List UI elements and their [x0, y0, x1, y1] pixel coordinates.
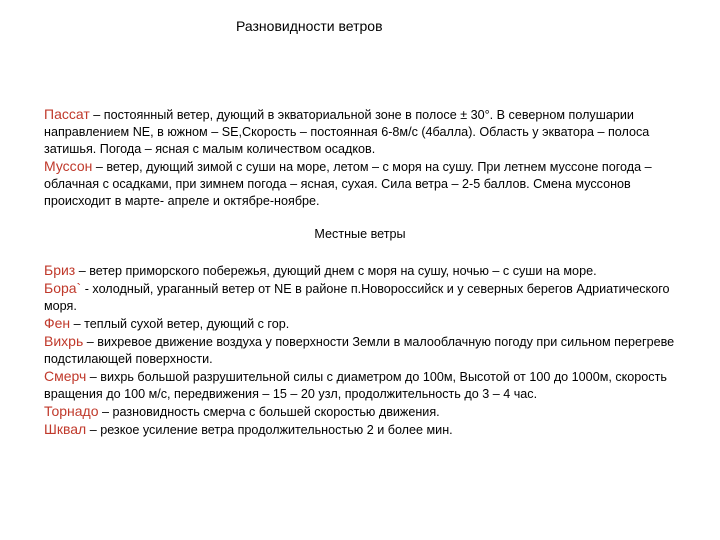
term-briz: Бриз: [44, 262, 76, 278]
definition-tornado: [44, 403, 684, 421]
term-fen: Фен: [44, 315, 71, 331]
definition-text: – теплый сухой ветер, дующий с гор.: [70, 317, 290, 331]
local-winds-section: [44, 262, 684, 439]
definition-text: – вихрь большой разрушительной силы с диаметром до 100м, Высотой от 100 до 1000м, скорость вращения до 100 м/с, передвижения – 15 – 20 узл, продолжительность до 3 – 4 час.: [44, 370, 667, 401]
page-title: Разновидности ветров: [236, 18, 383, 34]
definition-musson: [44, 158, 684, 210]
definition-shkval: [44, 421, 684, 439]
definition-vikhr: [44, 333, 684, 368]
term-smerch: Смерч: [44, 368, 87, 384]
definition-text: – постоянный ветер, дующий в экваториальной зоне в полосе ± 30°. В северном полушарии направлением NE, в южном – SE,Скорость – постоянная 6-8м/с (4балла). Область у экватора – полоса затишья. Погода – ясная с малым количеством осадков.: [44, 108, 650, 156]
definition-text: – разновидность смерча с большей скоростью движения.: [98, 405, 440, 419]
term-bora: Бора`: [44, 280, 82, 296]
term-tornado: Торнадо: [44, 403, 99, 419]
term-musson: Муссон: [44, 158, 93, 174]
definition-text: – резкое усиление ветра продолжительностью 2 и более мин.: [86, 423, 453, 437]
definition-text: – ветер, дующий зимой с суши на море, летом – с моря на сушу. При летнем муссоне погода – облачная с осадками, при зимнем погода – ясная, сухая. Сила ветра – 2-5 баллов. Смена муссонов происходит в марте- апреле и октябре-ноябре.: [44, 160, 652, 208]
definition-text: – ветер приморского побережья, дующий днем с моря на сушу, ночью – с суши на море.: [75, 264, 597, 278]
definition-passat: [44, 106, 684, 158]
definition-text: - холодный, ураганный ветер от NE в районе п.Новороссийск и у северных берегов Адриатического моря.: [44, 282, 670, 313]
term-passat: Пассат: [44, 106, 90, 122]
section-subtitle: Местные ветры: [314, 227, 406, 241]
definition-bora: [44, 280, 684, 315]
definition-briz: [44, 262, 684, 280]
definition-text: – вихревое движение воздуха у поверхности Земли в малооблачную погоду при сильном перегреве подстилающей поверхности.: [44, 335, 675, 366]
main-winds-section: [44, 106, 684, 210]
term-shkval: Шквал: [44, 421, 87, 437]
term-vikhr: Вихрь: [44, 333, 84, 349]
definition-fen: [44, 315, 684, 333]
definition-smerch: [44, 368, 684, 403]
